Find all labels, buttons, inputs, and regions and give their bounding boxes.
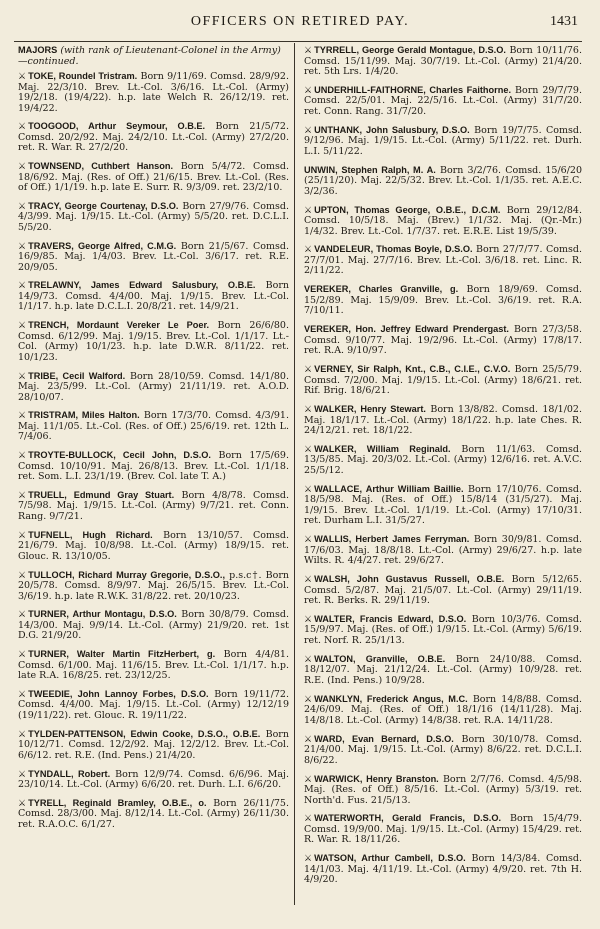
officer-entry [18, 450, 289, 483]
service-record: Born 17/5/69. Comsd. 10/10/91. Maj. 26/8/13. Brev. Lt.-Col. 1/1/18. ret. Som. L.I. 23/1/19. (Brev. Col. late T. A.) [18, 450, 289, 483]
crossed-swords-icon: ⚔ [18, 411, 27, 422]
officer-entry [304, 45, 582, 78]
officer-entry [304, 404, 582, 437]
header-rule [14, 41, 582, 42]
crossed-swords-icon: ⚔ [304, 245, 313, 256]
officer-entry [304, 484, 582, 527]
crossed-swords-icon: ⚔ [18, 650, 27, 661]
crossed-swords-icon: ⚔ [304, 484, 313, 495]
service-record: Born 26/6/80. Comsd. 6/12/99. Maj. 1/9/15. Brev. Lt.-Col. 1/1/17. Lt.-Col. (Army) 10/1/23. h.p. late D.W.R. 8/11/22. ret. 10/1/23. [18, 320, 289, 363]
officer-name: TUFNELL, Hugh Richard. [28, 529, 153, 540]
officer-name: VERNEY, Sir Ralph, Knt., C.B., C.I.E., C.V.O. [314, 364, 511, 375]
service-record: Born 30/9/81. Comsd. 17/6/03. Maj. 18/8/18. Lt.-Col. (Army) 29/6/27. h.p. late Wilts. R. 4/4/27. ret. 29/6/27. [304, 534, 582, 567]
service-record: Born 18/9/69. Comsd. 15/2/89. Maj. 15/9/09. Brev. Lt.-Col. 3/6/19. ret. R.A. 7/10/11. [304, 284, 583, 317]
officer-name: TURNER, Arthur Montagu, D.S.O. [28, 609, 177, 620]
service-record: Born 19/7/75. Comsd. 9/12/96. Maj. 1/9/15. Lt.-Col. (Army) 5/11/22. ret. Durh. L.I. 5/11/22. [304, 124, 582, 157]
officer-name: WALTER, Francis Edward, D.S.O. [314, 613, 467, 624]
service-record: Born 13/8/82. Comsd. 18/1/02. Maj. 18/1/17. Lt.-Col. (Army) 18/1/22. h.p. late Ches. R. 24/12/21. ret. 18/1/22. [304, 404, 582, 437]
service-record: Born 29/12/84. Comsd. 10/5/18. Maj. (Brev.) 1/1/32. Maj. (Qr.-Mr.) 1/4/32. Brev. Lt.-Col. 1/7/37. ret. E.R.E. List 19/5/39. [304, 204, 582, 237]
officer-entry [18, 121, 289, 154]
service-record: Born 9/11/69. Comsd. 28/9/92. Maj. 22/3/10. Brev. Lt.-Col. 3/6/16. Lt.-Col. (Army) 19/2/18. (19/4/22). h.p. late Welch R. 26/12/19. ret. 19/4/22. [18, 71, 289, 114]
officer-entry [18, 769, 289, 791]
crossed-swords-icon: ⚔ [18, 321, 27, 332]
officer-name: WALSH, John Gustavus Russell, O.B.E. [314, 574, 505, 585]
officer-name: TURNER, Walter Martin FitzHerbert, g. [28, 649, 216, 660]
officer-name: TRENCH, Mordaunt Vereker Le Poer. [28, 320, 210, 331]
crossed-swords-icon: ⚔ [304, 694, 313, 705]
crossed-swords-icon: ⚔ [304, 614, 313, 625]
officer-entry [18, 410, 289, 443]
service-record: Born 12/9/74. Comsd. 6/6/96. Maj. 23/10/14. Lt.-Col. (Army) 6/6/20. ret. Durh. L.I. 6/6/20. [18, 768, 289, 791]
crossed-swords-icon: ⚔ [18, 72, 27, 82]
crossed-swords-icon: ⚔ [18, 281, 27, 292]
service-record: Born 15/4/79. Comsd. 19/9/00. Maj. 1/9/15. Lt.-Col. (Army) 15/4/29. ret. R. War. R. 18/11/26. [304, 813, 582, 846]
officer-name: WARWICK, Henry Branston. [314, 773, 439, 784]
officer-entry [304, 244, 582, 277]
officer-name: UNWIN, Stephen Ralph, M. A. [304, 164, 436, 175]
officer-entry [304, 165, 582, 198]
left-column [18, 45, 289, 838]
crossed-swords-icon: ⚔ [18, 530, 27, 541]
right-entry-list [304, 45, 582, 886]
service-record: Born 14/8/88. Comsd. 24/6/09. Maj. (Res. of Off.) 18/1/16 (14/11/28). Maj. 14/8/18. Lt.-Col. (Army) 14/8/38. ret. R.A. 14/11/28. [304, 693, 582, 726]
crossed-swords-icon: ⚔ [18, 689, 27, 700]
officer-entry [304, 853, 582, 886]
officer-name: TRAVERS, George Alfred, C.M.G. [28, 240, 177, 251]
crossed-swords-icon: ⚔ [18, 769, 27, 780]
officer-entry [304, 125, 582, 158]
officer-entry [304, 614, 582, 647]
right-column [304, 45, 582, 893]
service-record: Born 27/3/58. Comsd. 9/10/77. Maj. 19/2/96. Lt.-Col. (Army) 17/8/17. ret. R.A. 9/10/97. [304, 324, 582, 357]
officer-entry [18, 729, 289, 762]
officer-entry [304, 734, 582, 767]
officer-entry [304, 444, 582, 477]
officer-name: TRIBE, Cecil Walford. [28, 370, 126, 381]
service-record: Born 10/3/76. Comsd. 15/9/97. Maj. (Res. of Off.) 1/9/15. Lt.-Col. (Army) 5/6/19. ret. Norf. R. 25/1/13. [304, 613, 582, 646]
officer-name: WARD, Evan Bernard, D.S.O. [314, 733, 454, 744]
officer-entry [304, 284, 582, 317]
officer-name: UNTHANK, John Salusbury, D.S.O. [314, 124, 470, 135]
service-record: Born 4/8/78. Comsd. 7/5/98. Maj. 1/9/15. Lt.-Col. (Army) 9/7/21. ret. Conn. Rang. 9/7/21. [18, 489, 289, 522]
service-record: Born 2/7/76. Comsd. 4/5/98. Maj. (Res. of Off.) 8/5/16. Lt.-Col. (Army) 5/3/19. ret. North'd. Fus. 21/5/13. [304, 773, 583, 806]
officer-name: TYNDALL, Robert. [28, 768, 111, 779]
officer-name: VEREKER, Charles Granville, g. [304, 284, 459, 295]
officer-entry [18, 201, 289, 234]
officer-name: VANDELEUR, Thomas Boyle, D.S.O. [314, 244, 473, 255]
crossed-swords-icon: ⚔ [304, 205, 313, 216]
crossed-swords-icon: ⚔ [304, 575, 313, 586]
crossed-swords-icon: ⚔ [304, 85, 313, 96]
running-title: OFFICERS ON RETIRED PAY. [190, 14, 410, 29]
crossed-swords-icon: ⚔ [18, 371, 27, 382]
officer-entry [18, 798, 289, 831]
crossed-swords-icon: ⚔ [304, 774, 313, 785]
officer-name: WALKER, William Reginald. [314, 443, 451, 454]
service-record: Born 21/5/72. Comsd. 20/2/92. Maj. 24/2/10. Lt.-Col. (Army) 27/2/20. ret. R. War. R. 27/2/20. [18, 121, 289, 154]
officer-entry [18, 689, 289, 722]
page-number: 1431 [550, 14, 578, 29]
officer-name: TRACY, George Courtenay, D.S.O. [28, 200, 179, 211]
left-entry-list [18, 71, 289, 830]
service-record: Born 5/12/65. Comsd. 5/2/87. Maj. 21/5/07. Lt.-Col. (Army) 29/11/19. ret. R. Berks. R. 29/11/19. [304, 574, 582, 607]
officer-name: UPTON, Thomas George, O.B.E., D.C.M. [314, 204, 501, 215]
crossed-swords-icon: ⚔ [304, 125, 313, 136]
crossed-swords-icon: ⚔ [304, 46, 313, 56]
crossed-swords-icon: ⚔ [18, 122, 27, 133]
service-record: Born 10/12/71. Comsd. 12/2/92. Maj. 12/2/12. Brev. Lt.-Col. 6/6/12. ret. R.E. (Ind. Pens.) 21/4/20. [18, 728, 289, 761]
officer-entry [18, 320, 289, 363]
officer-entry [18, 490, 289, 523]
officer-entry [304, 694, 582, 727]
officer-name: TOKE, Roundel Tristram. [28, 71, 138, 81]
service-record: Born 27/9/76. Comsd. 4/3/99. Maj. 1/9/15. Lt.-Col. (Army) 5/5/20. ret. D.C.L.I. 5/5/20. [18, 200, 289, 233]
crossed-swords-icon: ⚔ [18, 451, 27, 462]
crossed-swords-icon: ⚔ [18, 162, 27, 173]
officer-name: TOOGOOD, Arthur Seymour, O.B.E. [28, 121, 206, 132]
service-record: Born 4/4/81. Comsd. 6/1/00. Maj. 11/6/15. Brev. Lt.-Col. 1/1/17. h.p. late R.A. 16/8/25. ret. 23/12/25. [18, 649, 289, 682]
crossed-swords-icon: ⚔ [304, 734, 313, 745]
officer-name: TRELAWNY, James Edward Salusbury, O.B.E. [28, 280, 256, 291]
officer-name: WALKER, Henry Stewart. [314, 404, 426, 415]
service-record: Born 30/10/78. Comsd. 21/4/00. Maj. 1/9/15. Lt.-Col. (Army) 8/6/22. ret. D.C.L.I. 8/6/22. [304, 733, 583, 766]
officer-name: TWEEDIE, John Lannoy Forbes, D.S.O. [28, 688, 209, 699]
officer-entry [304, 324, 582, 357]
service-record: Born 10/11/76. Comsd. 15/11/99. Maj. 30/7/19. Lt.-Col. (Army) 21/4/20. ret. 5th Lrs. 1/4/20. [304, 45, 582, 77]
officer-entry [18, 241, 289, 274]
officer-entry [304, 364, 582, 397]
service-record: Born 17/10/76. Comsd. 18/5/98. Maj. (Res. of Off.) 15/8/14 (31/5/27). Maj. 1/9/15. Brev. Lt.-Col. 1/1/19. Lt.-Col. (Army) 17/10/31. ret. Durham L.I. 31/5/27. [304, 483, 582, 527]
service-record: Born 5/4/72. Comsd. 18/6/92. Maj. (Res. of Off.) 21/6/15. Brev. Lt.-Col. (Res. of Off.) 1/1/19. h.p. late E. Surr. R. 9/3/09. ret. 23/2/10. [18, 161, 289, 194]
officer-entry [18, 609, 289, 642]
crossed-swords-icon: ⚔ [304, 654, 313, 665]
officer-name: TRUELL, Edmund Gray Stuart. [28, 489, 175, 500]
crossed-swords-icon: ⚔ [18, 610, 27, 621]
officer-entry [304, 654, 582, 687]
service-record: Born 13/10/57. Comsd. 21/6/79. Maj. 10/8/98. Lt.-Col. (Army) 18/9/15. ret. Glouc. R. 13/10/05. [18, 529, 290, 562]
officer-name: TROYTE-BULLOCK, Cecil John, D.S.O. [28, 450, 211, 461]
officer-entry [18, 71, 289, 114]
officer-entry [18, 649, 289, 682]
officer-name: UNDERHILL-FAITHORNE, Charles Faithorne. [314, 84, 511, 95]
officer-entry [18, 161, 289, 194]
officer-name: WALLIS, Herbert James Ferryman. [314, 534, 470, 545]
officer-entry [304, 574, 582, 607]
service-record: Born 14/3/84. Comsd. 14/1/03. Maj. 4/11/19. Lt.-Col. (Army) 4/9/20. ret. 7th H. 4/9/20. [304, 853, 582, 886]
officer-name: WATERWORTH, Gerald Francis, D.S.O. [314, 813, 502, 824]
service-record: Born 25/5/79. Comsd. 7/2/00. Maj. 1/9/15. Lt.-Col. (Army) 18/6/21. ret. Rif. Brig. 18/6/21. [304, 364, 582, 397]
crossed-swords-icon: ⚔ [304, 814, 313, 825]
crossed-swords-icon: ⚔ [304, 365, 313, 376]
officer-name: TULLOCH, Richard Murray Gregorie, D.S.O., [28, 569, 226, 580]
officer-entry [18, 371, 289, 404]
officer-name: WALTON, Granville, O.B.E. [314, 653, 446, 664]
service-record: Born 19/11/72. Comsd. 4/4/00. Maj. 1/9/15. Lt.-Col. (Army) 12/12/19 (19/11/22). ret. Glouc. R. 19/11/22. [18, 688, 290, 721]
officer-name: WANKLYN, Frederick Angus, M.C. [314, 693, 468, 704]
crossed-swords-icon: ⚔ [18, 729, 27, 740]
officer-name: TYRRELL, George Gerald Montague, D.S.O. [314, 45, 506, 55]
crossed-swords-icon: ⚔ [304, 854, 313, 865]
service-record: Born 14/9/73. Comsd. 4/4/00. Maj. 1/9/15. Brev. Lt.-Col. 1/1/17. h.p. late D.C.L.I. 20/8/21. ret. 14/9/21. [18, 280, 289, 313]
service-record: Born 28/10/59. Comsd. 14/1/80. Maj. 23/5/99. Lt.-Col. (Army) 21/11/19. ret. A.O.D. 28/10/07. [18, 370, 289, 403]
officer-name: TOWNSEND, Cuthbert Hanson. [28, 161, 173, 172]
crossed-swords-icon: ⚔ [18, 490, 27, 501]
officer-name: TRISTRAM, Miles Halton. [28, 410, 140, 421]
officer-name: TYLDEN-PATTENSON, Edwin Cooke, D.S.O., O.B.E. [28, 728, 261, 739]
officer-name: WATSON, Arthur Cambell, D.S.O. [314, 853, 466, 864]
officer-entry [304, 205, 582, 238]
crossed-swords-icon: ⚔ [18, 241, 27, 252]
service-record: Born 24/10/88. Comsd. 18/12/07. Maj. 21/12/24. Lt.-Col. (Army) 10/9/28. ret. R.E. (Ind. Pens.) 10/9/28. [304, 653, 582, 686]
section-heading [18, 45, 289, 67]
crossed-swords-icon: ⚔ [304, 535, 313, 546]
officer-entry [304, 813, 582, 846]
section-heading-subtitle: (with rank of Lieutenant-Colonel in the Army)—continued. [18, 45, 281, 67]
officer-name: TYRELL, Reginald Bramley, O.B.E., o. [28, 797, 207, 808]
crossed-swords-icon: ⚔ [304, 444, 313, 455]
service-record: Born 3/2/76. Comsd. 15/6/20 (25/11/20). Maj. 22/5/32. Brev. Lt.-Col. 1/1/35. ret. A.E.C. 3/2/36. [304, 164, 582, 197]
officer-entry [304, 534, 582, 567]
officer-entry [18, 530, 289, 563]
service-record: Born 26/11/75. Comsd. 28/3/00. Maj. 8/12/14. Lt.-Col. (Army) 26/11/30. ret. R.A.O.C. 6/1/27. [18, 797, 290, 830]
section-heading-title: MAJORS [18, 45, 58, 55]
officer-entry [304, 774, 582, 807]
service-record: Born 30/8/79. Comsd. 14/3/00. Maj. 9/9/14. Lt.-Col. (Army) 21/9/20. ret. 1st D.G. 21/9/20. [18, 609, 290, 642]
column-divider [294, 43, 295, 905]
crossed-swords-icon: ⚔ [304, 405, 313, 416]
crossed-swords-icon: ⚔ [18, 201, 27, 212]
officer-entry [18, 280, 289, 313]
service-record: Born 29/7/79. Comsd. 22/5/01. Maj. 22/5/16. Lt.-Col. (Army) 31/7/20. ret. Conn. Rang. 31/7/20. [304, 84, 582, 117]
service-record: Born 17/3/70. Comsd. 4/3/91. Maj. 11/1/05. Lt.-Col. (Res. of Off.) 25/6/19. ret. 12th L. 7/4/06. [18, 410, 289, 443]
officer-entry [18, 570, 289, 603]
crossed-swords-icon: ⚔ [18, 798, 27, 809]
page-header [0, 0, 600, 40]
officer-name: WALLACE, Arthur William Baillie. [314, 483, 464, 494]
officer-name: VEREKER, Hon. Jeffrey Edward Prendergast. [304, 324, 509, 335]
service-record: p.s.c†. Born 20/5/78. Comsd. 8/9/97. Maj. 26/5/15. Brev. Lt.-Col. 3/6/19. h.p. late R.W.K. 31/8/22. ret. 20/10/23. [18, 569, 289, 602]
officer-entry [304, 85, 582, 118]
service-record: Born 27/7/77. Comsd. 27/7/01. Maj. 27/7/16. Brev. Lt.-Col. 3/6/18. ret. Linc. R. 2/11/22. [304, 244, 582, 277]
service-record: Born 21/5/67. Comsd. 16/9/85. Maj. 1/4/03. Brev. Lt.-Col. 3/6/17. ret. R.E. 20/9/05. [18, 240, 289, 273]
crossed-swords-icon: ⚔ [18, 570, 27, 581]
service-record: Born 11/1/63. Comsd. 13/5/85. Maj. 20/3/02. Lt.-Col. (Army) 12/6/16. ret. A.V.C. 25/5/12. [304, 443, 582, 476]
